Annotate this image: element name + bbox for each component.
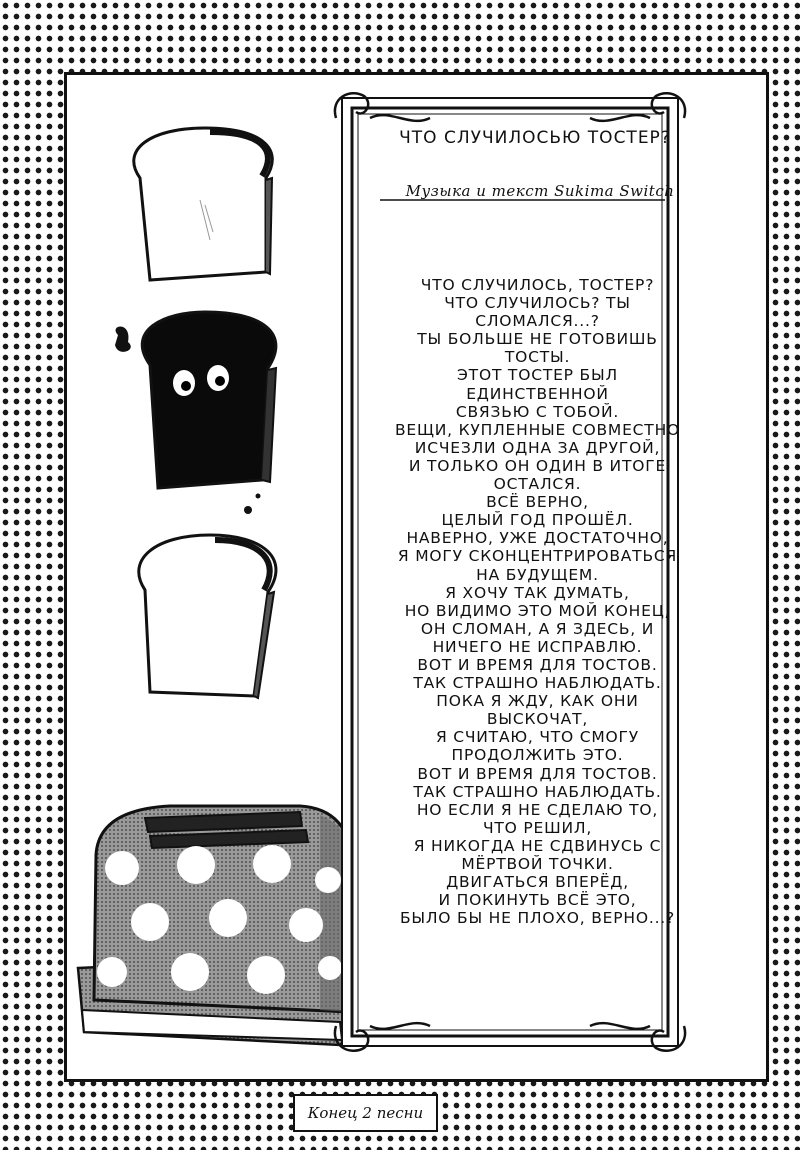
chapter-end-label: Конец 2 песни xyxy=(293,1094,438,1132)
song-title: ЧТО СЛУЧИЛОСЬЮ ТОСТЕР? xyxy=(399,128,671,148)
lyric-line: ОН СЛОМАН, А Я ЗДЕСЬ, И xyxy=(420,619,655,638)
toast-slice-icon xyxy=(134,128,273,280)
lyric-line: Я СЧИТАЮ, ЧТО СМОГУ xyxy=(435,728,640,747)
lyric-line: И ТОЛЬКО ОН ОДИН В ИТОГЕ xyxy=(408,456,667,475)
lyric-line: ВЫСКОЧАТ, xyxy=(486,710,589,729)
lyric-line: ЕДИНСТВЕННОЙ xyxy=(466,384,609,403)
burnt-toast-icon xyxy=(115,312,276,514)
lyric-line: ТОСТЫ. xyxy=(504,348,571,367)
lyric-line: ТАК СТРАШНО НАБЛЮДАТЬ. xyxy=(413,782,662,801)
lyric-line: МЁРТВОЙ ТОЧКИ. xyxy=(461,855,614,873)
lyric-line: ПРОДОЛЖИТЬ ЭТО. xyxy=(451,746,624,765)
lyric-line: ТАК СТРАШНО НАБЛЮДАТЬ. xyxy=(413,674,662,693)
lyric-line: ДВИГАТЬСЯ ВПЕРЁД, xyxy=(446,873,629,892)
lyric-line: ЧТО СЛУЧИЛОСЬ, ТОСТЕР? xyxy=(420,276,655,294)
lyric-line: ЧТО РЕШИЛ, xyxy=(482,818,593,837)
lyric-line: НО ЕСЛИ Я НЕ СДЕЛАЮ ТО, xyxy=(416,800,659,819)
lyric-line: ЭТОТ ТОСТЕР БЫЛ xyxy=(457,366,618,385)
lyric-line: Я НИКОГДА НЕ СДВИНУСЬ С xyxy=(413,836,662,855)
lyric-line: БЫЛО БЫ НЕ ПЛОХО, ВЕРНО...? xyxy=(399,909,676,928)
lyric-line: СЛОМАЛСЯ...? xyxy=(475,312,600,331)
toast-slice-icon xyxy=(139,535,276,698)
lyric-line: ЦЕЛЫЙ ГОД ПРОШЁЛ. xyxy=(441,511,634,530)
lyric-line: ЧТО СЛУЧИЛОСЬ? ТЫ xyxy=(444,294,631,313)
lyric-line: НИЧЕГО НЕ ИСПРАВЛЮ. xyxy=(432,637,643,656)
lyric-line: И ПОКИНУТЬ ВСЁ ЭТО, xyxy=(438,891,637,910)
lyric-line: ОСТАЛСЯ. xyxy=(493,475,582,494)
lyric-line: ВЕЩИ, КУПЛЕННЫЕ СОВМЕСТНО xyxy=(394,420,681,439)
lyric-line: ТЫ БОЛЬШЕ НЕ ГОТОВИШЬ xyxy=(417,330,658,349)
song-credits: Музыка и текст Sukima Switch xyxy=(405,182,675,200)
lyric-line: Я МОГУ СКОНЦЕНТРИРОВАТЬСЯ xyxy=(397,547,678,566)
lyric-line: НА БУДУЩЕМ. xyxy=(476,565,599,584)
lyric-line: ВОТ И ВРЕМЯ ДЛЯ ТОСТОВ. xyxy=(417,655,658,674)
lyric-line: Я ХОЧУ ТАК ДУМАТЬ, xyxy=(445,583,630,602)
lyric-line: НАВЕРНО, УЖЕ ДОСТАТОЧНО, xyxy=(406,529,669,548)
lyric-line: СВЯЗЬЮ С ТОБОЙ. xyxy=(455,402,620,421)
lyric-line: ИСЧЕЗЛИ ОДНА ЗА ДРУГОЙ, xyxy=(414,438,661,457)
lyric-line: ВОТ И ВРЕМЯ ДЛЯ ТОСТОВ. xyxy=(417,764,658,783)
lyrics-block xyxy=(380,276,695,927)
lyric-line: НО ВИДИМО ЭТО МОЙ КОНЕЦ, xyxy=(404,601,671,620)
lyric-line: ПОКА Я ЖДУ, КАК ОНИ xyxy=(436,692,639,711)
lyric-line: ВСЁ ВЕРНО, xyxy=(486,493,589,512)
